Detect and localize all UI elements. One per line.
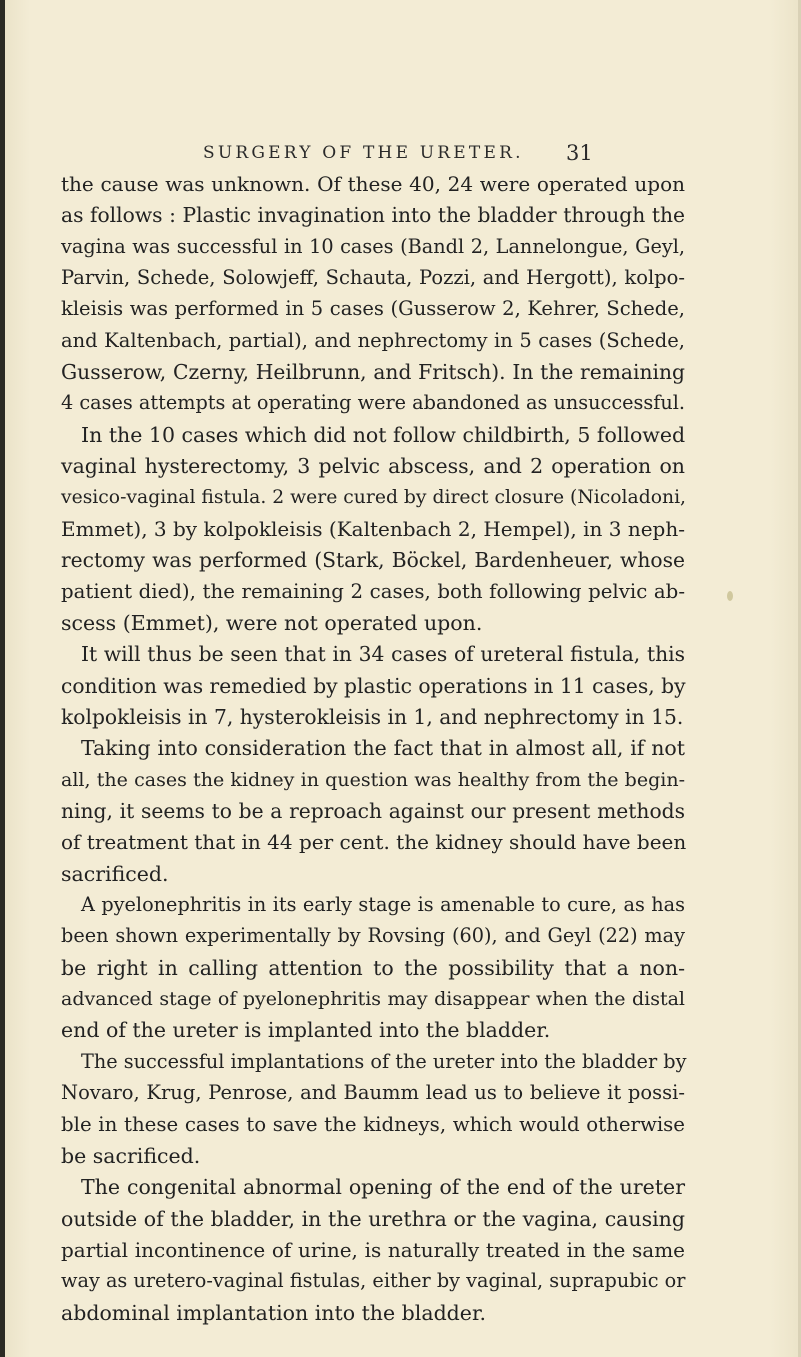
text-line: rectomy was performed (Stark, Böckel, Bardenheuer, whose xyxy=(61,548,685,573)
text-line: vesico-vaginal fistula. 2 were cured by direct closure (Nicoladoni, xyxy=(61,486,687,508)
text-line: advanced stage of pyelonephritis may disappear when the distal xyxy=(61,988,685,1011)
text-line: ble in these cases to save the kidneys, which would otherwise xyxy=(61,1112,685,1136)
text-line: all, the cases the kidney in question was healthy from the begin- xyxy=(61,768,685,791)
text-line: Parvin, Schede, Solowjeff, Schauta, Pozzi, and Hergott), kolpo- xyxy=(61,266,685,290)
text-line: Gusserow, Czerny, Heilbrunn, and Fritsch). In the remaining xyxy=(61,360,685,385)
text-line: outside of the bladder, in the urethra or the vagina, causing xyxy=(61,1206,685,1231)
text-line: patient died), the remaining 2 cases, both following pelvic ab- xyxy=(61,579,685,603)
text-line: abdominal implantation into the bladder. xyxy=(61,1300,487,1325)
text-line: sacrificed. xyxy=(61,861,169,886)
text-line: be sacrificed. xyxy=(61,1143,201,1168)
text-line: way as uretero-vaginal fistulas, either by vaginal, suprapubic or xyxy=(61,1269,686,1293)
text-line: condition was remedied by plastic operations in 11 cases, by xyxy=(61,673,686,698)
text-line: A pyelonephritis in its early stage is amenable to cure, as has xyxy=(81,893,685,917)
text-line: 4 cases attempts at operating were abandoned as unsuccessful. xyxy=(61,391,686,415)
text-line: as follows : Plastic invagination into the bladder through the xyxy=(61,203,685,228)
text-line: It will thus be seen that in 34 cases of ureteral fistula, this xyxy=(81,642,685,667)
text-line: Novaro, Krug, Penrose, and Baumm lead us to believe it possi- xyxy=(61,1081,685,1105)
text-line: scess (Emmet), were not operated upon. xyxy=(61,610,483,635)
text-line: and Kaltenbach, partial), and nephrectomy in 5 cases (Schede, xyxy=(61,328,685,352)
text-line: Taking into consideration the fact that in almost all, if not xyxy=(81,736,685,761)
text-line: Emmet), 3 by kolpokleisis (Kaltenbach 2, Hempel), in 3 neph- xyxy=(61,516,685,541)
text-line: of treatment that in 44 per cent. the kidney should have been xyxy=(61,830,687,855)
paper-speck xyxy=(727,591,733,601)
text-line: the cause was unknown. Of these 40, 24 were operated upon xyxy=(61,172,685,196)
running-title: SURGERY OF THE URETER. xyxy=(203,143,524,163)
text-line: vagina was successful in 10 cases (Bandl 2, Lannelongue, Geyl, xyxy=(61,234,685,258)
page-binding-edge xyxy=(0,0,5,1357)
text-line: The congenital abnormal opening of the end of the ureter xyxy=(81,1175,685,1200)
text-line: kolpokleisis in 7, hysterokleisis in 1, and nephrectomy in 15. xyxy=(61,704,684,729)
text-line: partial incontinence of urine, is naturally treated in the same xyxy=(61,1237,685,1262)
page-number: 31 xyxy=(566,141,593,165)
text-line: kleisis was performed in 5 cases (Gusserow 2, Kehrer, Schede, xyxy=(61,297,685,321)
text-line: end of the ureter is implanted into the bladder. xyxy=(61,1018,551,1043)
text-line: been shown experimentally by Rovsing (60), and Geyl (22) may xyxy=(61,924,685,948)
text-line: The successful implantations of the ureter into the bladder by xyxy=(81,1049,687,1073)
text-line: be right in calling attention to the possibility that a non- xyxy=(61,955,685,980)
text-line: In the 10 cases which did not follow childbirth, 5 followed xyxy=(81,422,686,447)
text-line: vaginal hysterectomy, 3 pelvic abscess, and 2 operation on xyxy=(61,454,685,479)
text-line: ning, it seems to be a reproach against our present methods xyxy=(61,799,685,823)
